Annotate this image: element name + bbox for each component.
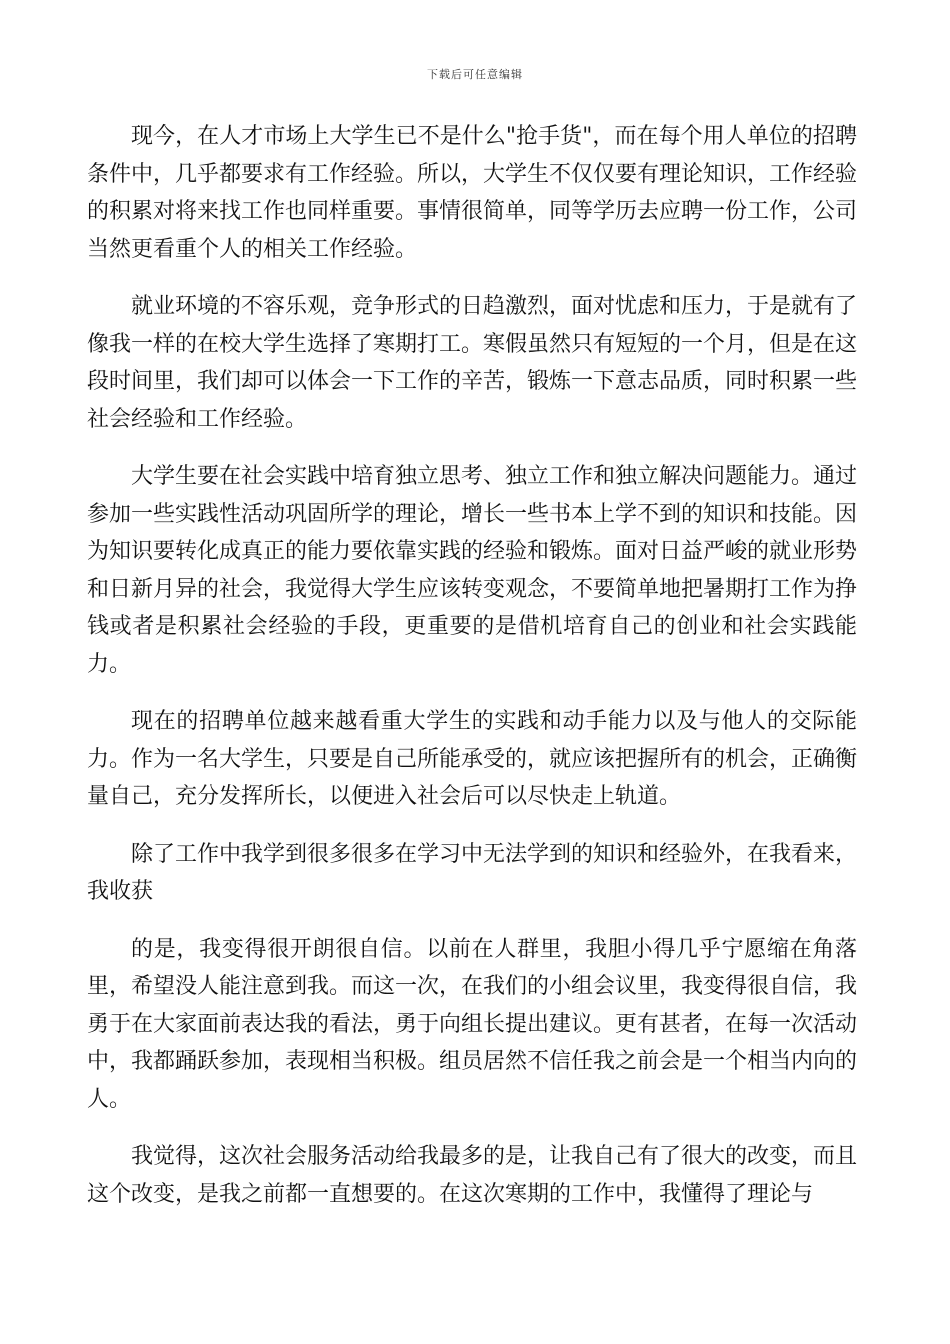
paragraph-5: 除了工作中我学到很多很多在学习中无法学到的知识和经验外，在我看来，我收获 xyxy=(87,841,858,904)
paragraph-6: 的是，我变得很开朗很自信。以前在人群里，我胆小得几乎宁愿缩在角落里，希望没人能注意到我。而这一次，在我们的小组会议里，我变得很自信，我勇于在大家面前表达我的看法，勇于向组长提出建议。更有甚者，在每一次活动中，我都踊跃参加，表现相当积极。组员居然不信任我之前会是一个相当内向的人。 xyxy=(87,936,858,1112)
paragraph-1: 现今，在人才市场上大学生已不是什么"抢手货"，而在每个用人单位的招聘条件中，几乎都要求有工作经验。所以，大学生不仅仅要有理论知识，工作经验的积累对将来找工作也同样重要。事情很简单，同等学历去应聘一份工作，公司当然更看重个人的相关工作经验。 xyxy=(87,124,858,262)
paragraph-3: 大学生要在社会实践中培育独立思考、独立工作和独立解决问题能力。通过参加一些实践性活动巩固所学的理论，增长一些书本上学不到的知识和技能。因为知识要转化成真正的能力要依靠实践的经验和锻炼。面对日益严峻的就业形势和日新月异的社会，我觉得大学生应该转变观念，不要简单地把暑期打工作为挣钱或者是积累社会经验的手段，更重要的是借机培育自己的创业和社会实践能力。 xyxy=(87,464,858,677)
paragraph-4: 现在的招聘单位越来越看重大学生的实践和动手能力以及与他人的交际能力。作为一名大学生，只要是自己所能承受的，就应该把握所有的机会，正确衡量自己，充分发挥所长，以便进入社会后可以尽快走上轨道。 xyxy=(87,709,858,809)
document-body xyxy=(87,118,857,1233)
paragraph-2: 就业环境的不容乐观，竞争形式的日趋激烈，面对忧虑和压力，于是就有了像我一样的在校大学生选择了寒期打工。寒假虽然只有短短的一个月，但是在这段时间里，我们却可以体会一下工作的辛苦，锻炼一下意志品质，同时积累一些社会经验和工作经验。 xyxy=(87,294,858,432)
paragraph-7: 我觉得，这次社会服务活动给我最多的是，让我自己有了很大的改变，而且这个改变，是我之前都一直想要的。在这次寒期的工作中，我懂得了理论与 xyxy=(87,1144,858,1207)
page-header: 下载后可任意编辑 xyxy=(427,68,523,81)
